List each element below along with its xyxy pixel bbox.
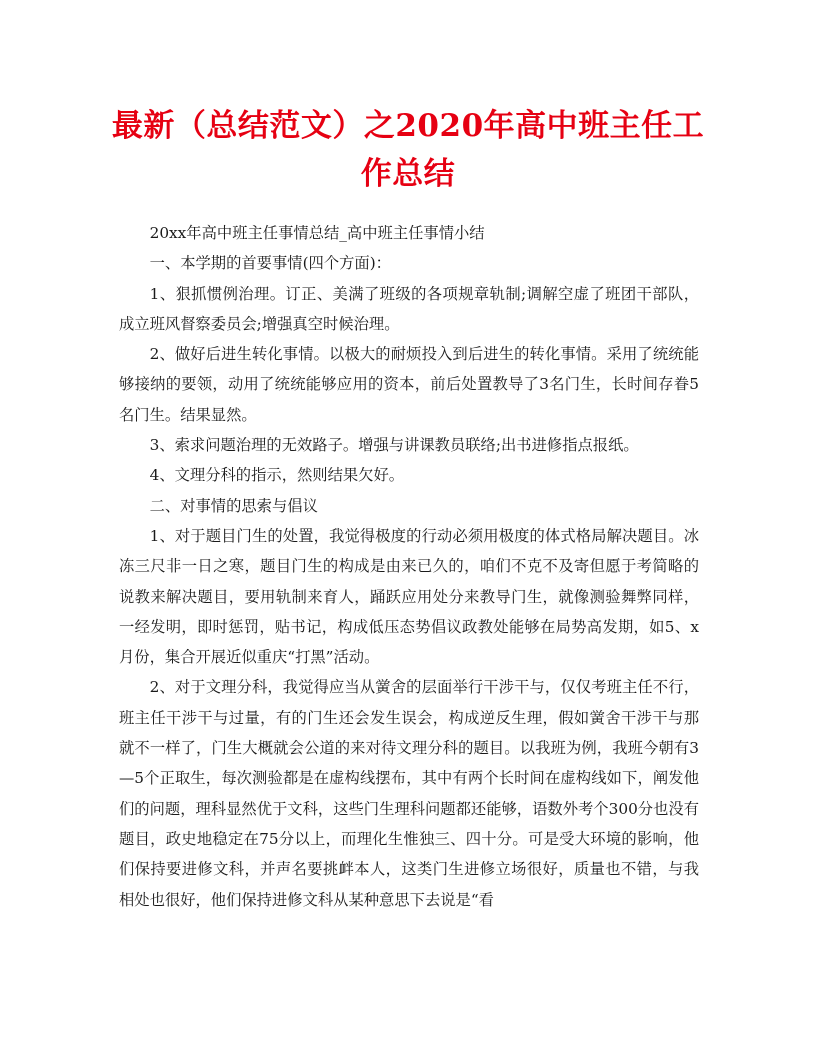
paragraph-item-1: 1、狠抓惯例治理。订正、美满了班级的各项规章轨制;调解空虚了班团干部队，成立班风督察委员会;增强真空时候治理。 <box>119 284 699 333</box>
paragraph-section-1-heading: 一、本学期的首要事情(四个方面)： <box>149 254 391 273</box>
document-body <box>119 218 699 915</box>
paragraph-item-3: 3、索求问题治理的无效路子。增强与讲课教员联络;出书进修指点报纸。 <box>149 436 639 455</box>
paragraph-item-2: 2、做好后进生转化事情。以极大的耐烦投入到后进生的转化事情。采用了统统能够接纳的要领，动用了统统能够应用的资本，前后处置教导了3名门生，长时间存眷5名门生。结果显然。 <box>119 345 699 424</box>
paragraph-suggestion-1: 1、对于题目门生的处置，我觉得极度的行动必须用极度的体式格局解决题目。冰冻三尺非一日之寒，题目门生的构成是由来已久的，咱们不克不及寄但愿于考简略的说教来解决题目，要用轨制来育人，踊跃应用处分来教导门生，就像测验舞弊同样，一经发明，即时惩罚，贴书记，构成低压态势倡议政教处能够在局势高发期，如5、x月份，集合开展近似重庆“打黑”活动。 <box>119 526 699 667</box>
paragraph-item-4: 4、文理分科的指示，然则结果欠好。 <box>149 466 405 485</box>
document-title: 最新（总结范文）之2020年高中班主任工作总结 <box>111 108 705 192</box>
paragraph-subtitle: 20xx年高中班主任事情总结_高中班主任事情小结 <box>149 224 485 242</box>
paragraph-section-2-heading: 二、对事情的思索与倡议 <box>149 496 318 515</box>
paragraph-suggestion-2: 2、对于文理分科，我觉得应当从黉舍的层面举行干涉干与，仅仅考班主任不行，班主任干涉干与过量，有的门生还会发生误会，构成逆反生理，假如黉舍干涉干与那就不一样了，门生大概就会公道的来对待文理分科的题目。以我班为例，我班今朝有3—5个正取生，每次测验都是在虚构线摆布，其中有两个长时间在虚构线如下，阐发他们的问题，理科显然优于文科，这些门生理科问题都还能够，语数外考个300分也没有题目，政史地稳定在75分以上，而理化生惟独三、四十分。可是受大环境的影响，他们保持要进修文科，并声名要挑衅本人，这类门生进修立场很好，质量也不错，与我相处也很好，他们保持进修文科从某种意思下去说是“看 <box>119 678 699 909</box>
